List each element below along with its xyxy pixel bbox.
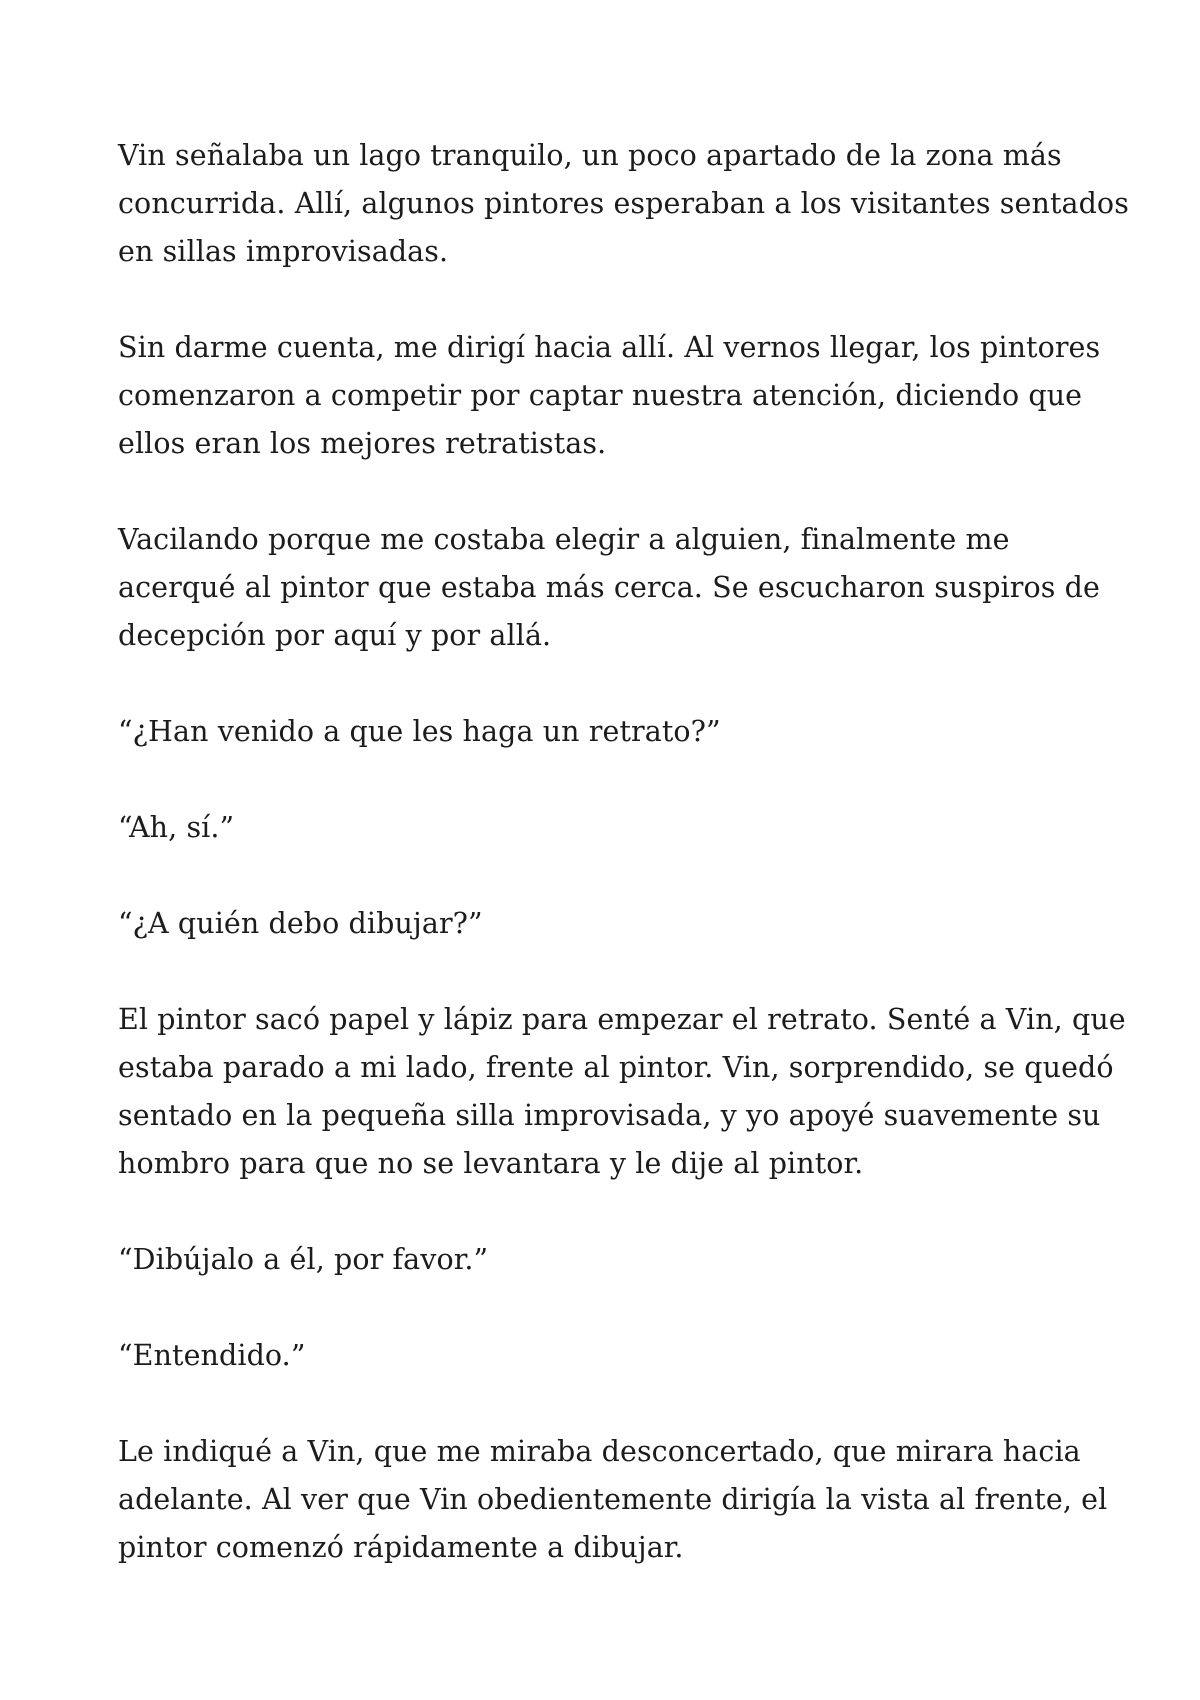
document-page <box>118 132 1129 1620</box>
paragraph <box>118 324 1101 468</box>
dialogue-line <box>118 804 1088 852</box>
text-line: decepción por aquí y por allá. <box>118 619 552 652</box>
text-line: “Dibújalo a él, por favor.” <box>118 1243 489 1276</box>
dialogue-line <box>118 900 1088 948</box>
text-line: “Ah, sí.” <box>118 811 235 844</box>
text-line: Le indiqué a Vin, que me miraba desconcertado, que mirara hacia <box>118 1435 1081 1468</box>
dialogue-line <box>118 1332 1088 1380</box>
text-line: Vin señalaba un lago tranquilo, un poco apartado de la zona más <box>118 139 1062 172</box>
text-line: hombro para que no se levantara y le dije al pintor. <box>118 1147 864 1180</box>
paragraph <box>118 132 1129 276</box>
text-line: “Entendido.” <box>118 1339 306 1372</box>
text-line: Vacilando porque me costaba elegir a alguien, finalmente me <box>118 523 1010 556</box>
text-line: concurrida. Allí, algunos pintores esperaban a los visitantes sentados <box>118 187 1129 220</box>
text-line: “¿Han venido a que les haga un retrato?” <box>118 715 721 748</box>
text-line: acerqué al pintor que estaba más cerca. Se escucharon suspiros de <box>118 571 1100 604</box>
text-line: “¿A quién debo dibujar?” <box>118 907 483 940</box>
paragraph <box>118 996 1126 1188</box>
paragraph <box>118 516 1100 660</box>
text-line: en sillas improvisadas. <box>118 235 449 268</box>
dialogue-line <box>118 708 1088 756</box>
text-line: ellos eran los mejores retratistas. <box>118 427 607 460</box>
text-line: El pintor sacó papel y lápiz para empezar el retrato. Senté a Vin, que <box>118 1003 1126 1036</box>
text-line: pintor comenzó rápidamente a dibujar. <box>118 1531 684 1564</box>
dialogue-line <box>118 1236 1088 1284</box>
text-line: Sin darme cuenta, me dirigí hacia allí. Al vernos llegar, los pintores <box>118 331 1101 364</box>
text-line: sentado en la pequeña silla improvisada, y yo apoyé suavemente su <box>118 1099 1101 1132</box>
text-line: comenzaron a competir por captar nuestra atención, diciendo que <box>118 379 1083 412</box>
paragraph <box>118 1428 1108 1572</box>
text-line: estaba parado a mi lado, frente al pintor. Vin, sorprendido, se quedó <box>118 1051 1114 1084</box>
text-line: adelante. Al ver que Vin obedientemente dirigía la vista al frente, el <box>118 1483 1108 1516</box>
